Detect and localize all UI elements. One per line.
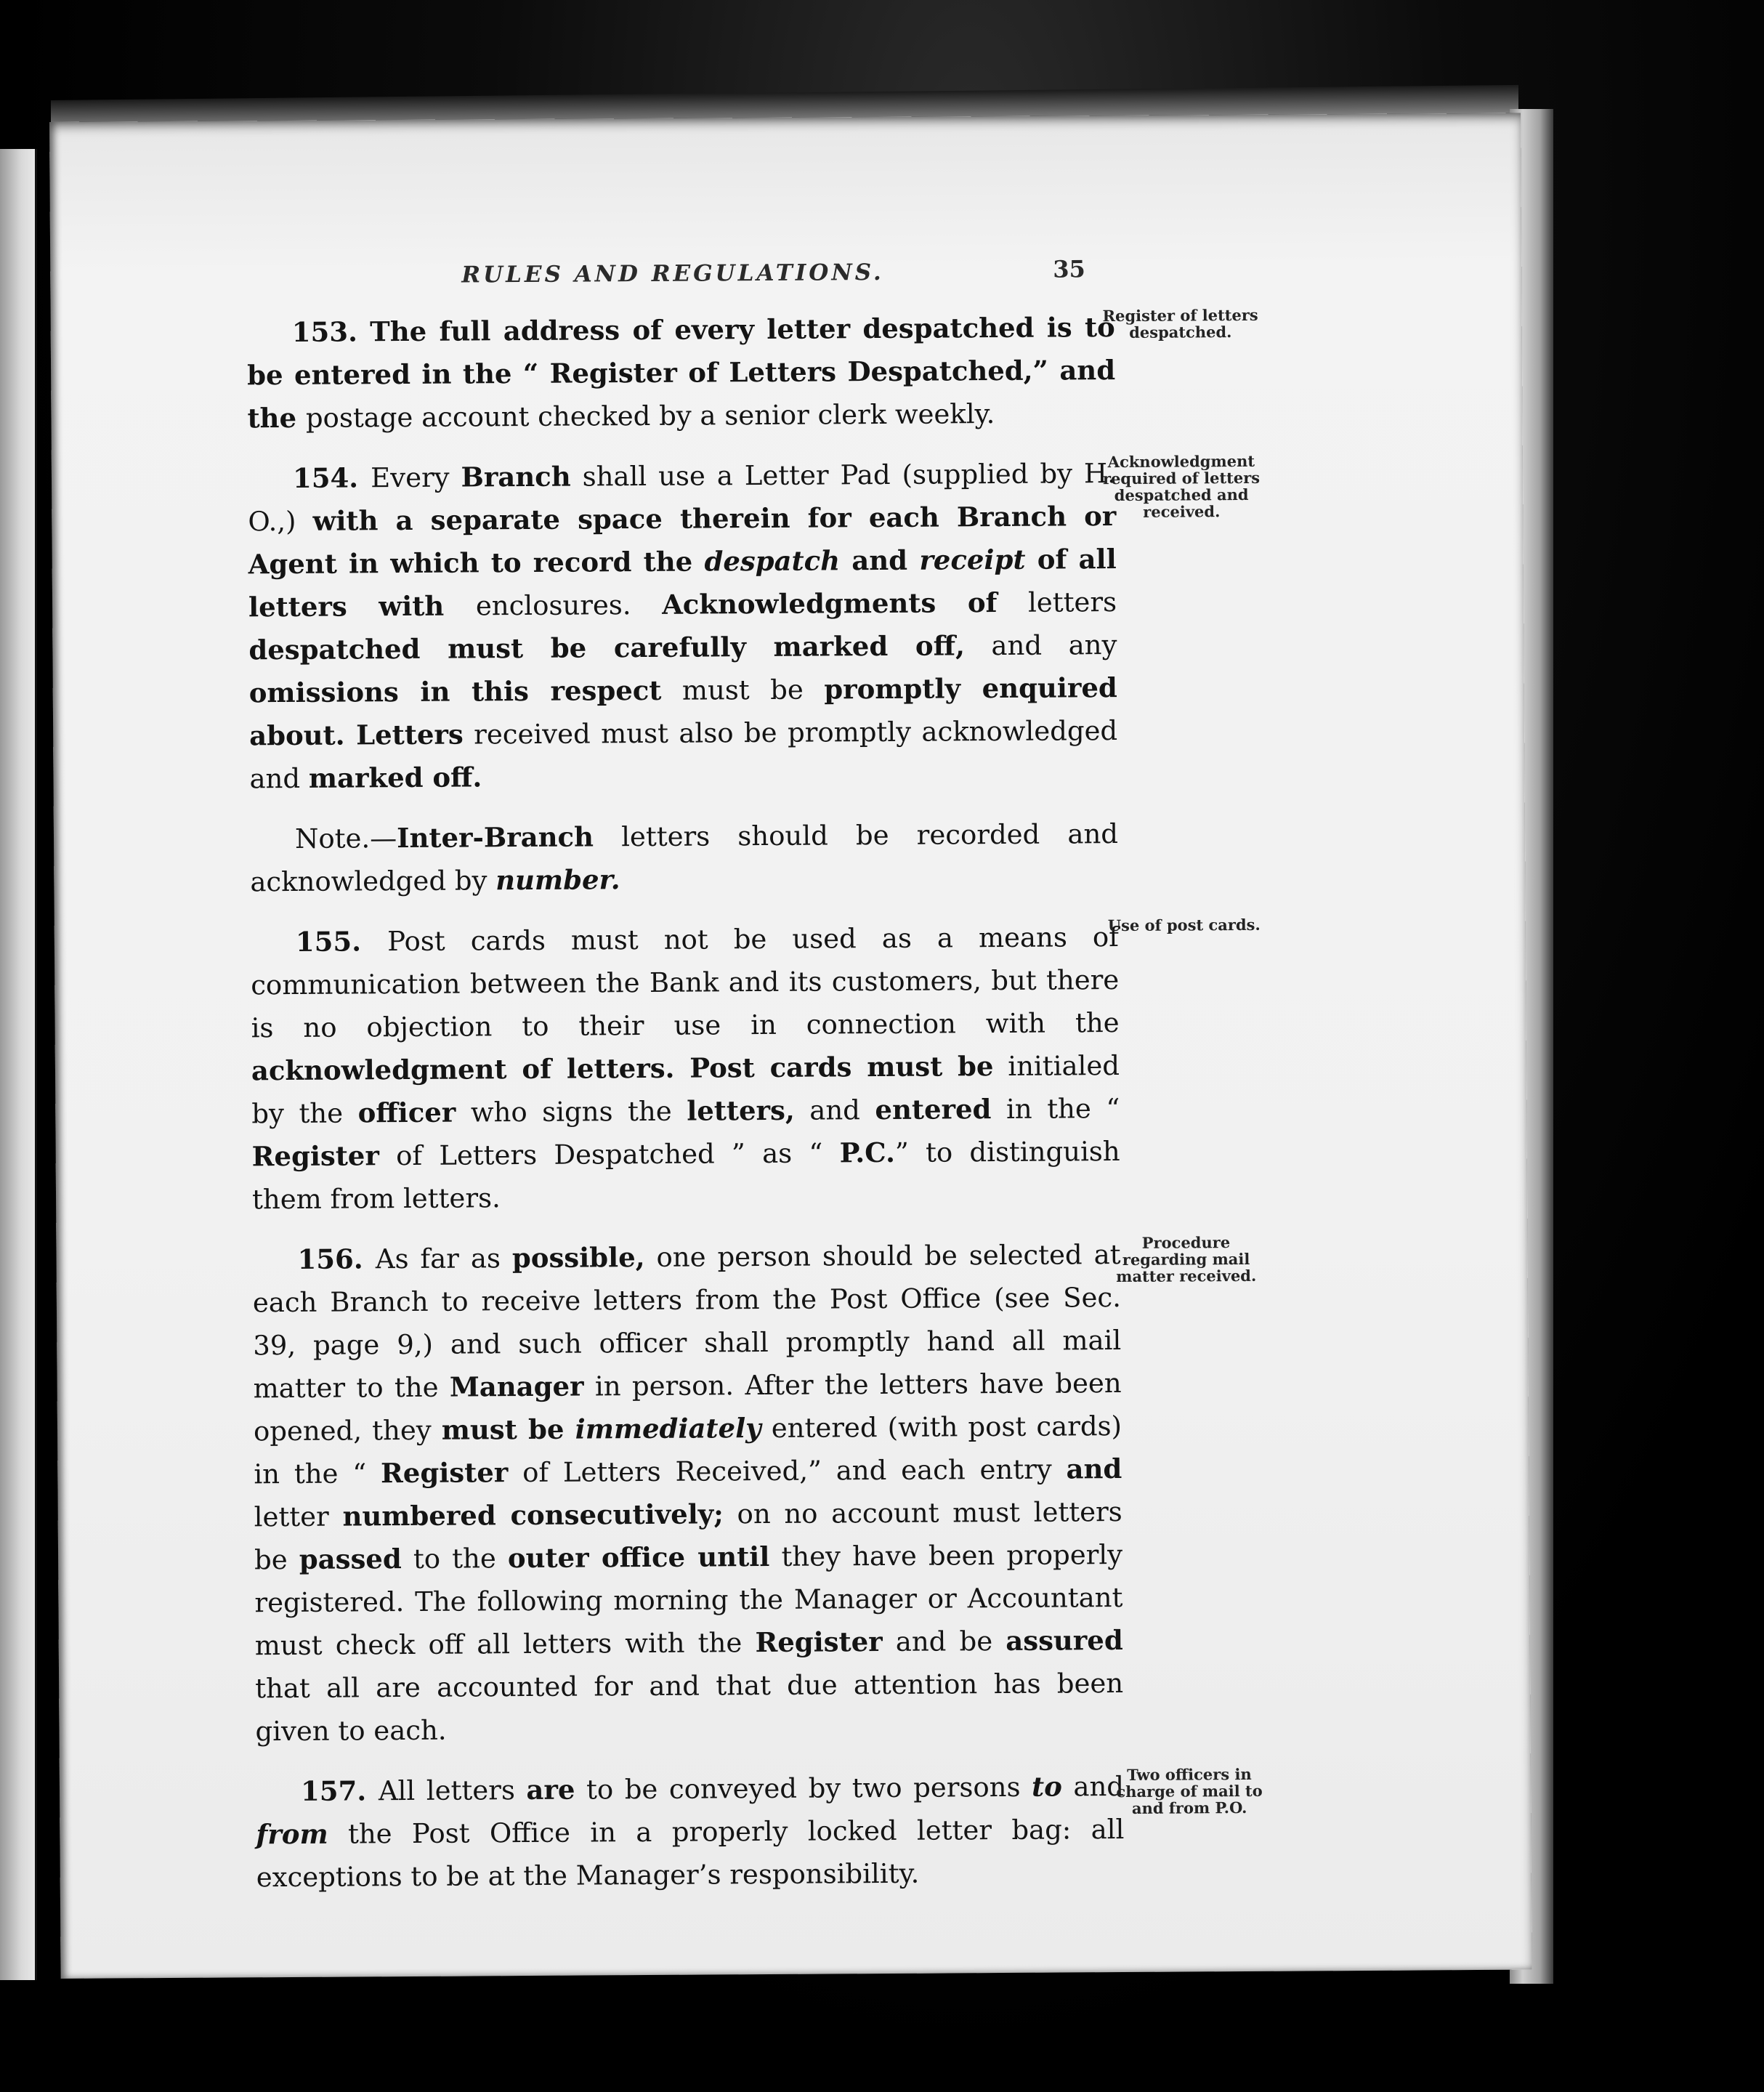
facing-page-edge <box>0 149 37 1980</box>
text-run: possible, <box>511 1241 645 1275</box>
text-run: Branch <box>461 460 571 493</box>
text-run: assured <box>1006 1624 1123 1657</box>
text-run: number. <box>495 863 620 897</box>
section-number: 154. <box>292 461 371 494</box>
text-run: are <box>526 1773 575 1806</box>
text-run: entered <box>875 1093 992 1126</box>
text-run: of all letters with <box>248 543 1117 623</box>
text-run: As far as <box>375 1243 513 1275</box>
margin-note: Two officers in charge of mail to and from P.O. <box>1116 1764 1263 1817</box>
text-run: on no account must letters be <box>254 1496 1122 1576</box>
margin-note: Register of letters despatched. <box>1102 305 1258 342</box>
text-run: letters, <box>687 1094 795 1127</box>
text-run: promptly enquired about. Letters <box>249 671 1117 752</box>
text-run: of Letters Despatched ” as “ <box>379 1137 840 1172</box>
text-run: must be <box>661 674 825 706</box>
text-run: The full address of every letter despatched is to be entered in the “ Register of Letters Despatched,” and the <box>246 311 1116 435</box>
text-run: letters should be recorded and acknowledged by <box>250 818 1119 898</box>
section-number: 153. <box>291 315 371 348</box>
text-run: Register <box>251 1139 380 1173</box>
text-run: Acknowledgments of <box>661 586 998 621</box>
paragraph-157 <box>256 1765 1125 1899</box>
text-run: who signs the <box>456 1095 687 1128</box>
text-run: from <box>256 1817 328 1851</box>
paragraph-155 <box>251 916 1121 1221</box>
text-run: marked off. <box>308 761 482 794</box>
text-run: to be conveyed by two persons <box>575 1771 1032 1806</box>
text-run: ” to distinguish them from letters. <box>251 1136 1120 1216</box>
margin-note: Procedure regarding mail matter received. <box>1116 1233 1257 1286</box>
paragraph-156 <box>252 1233 1123 1753</box>
text-run: Post cards must not be used as a means of communication between the Bank and its customers, but there is no objection to their use in connection with the <box>251 921 1120 1044</box>
text-run: Manager <box>449 1370 584 1403</box>
text-run: one person should be selected at each Branch to receive letters from the Post Office (see Sec. 39, page 9,) and such officer shall promptly hand all mail matter to the <box>252 1239 1122 1405</box>
text-run: Note.— <box>294 823 397 855</box>
text-run: and <box>1066 1453 1122 1485</box>
text-run: enclosures. <box>475 589 663 622</box>
text-run: immediately <box>575 1412 761 1445</box>
text-run: Register <box>380 1456 509 1490</box>
text-run: that all are accounted for and that due attention has been given to each. <box>255 1668 1124 1748</box>
text-run: passed <box>299 1543 402 1575</box>
text-run: acknowledgment of letters. Post cards must be <box>251 1050 994 1087</box>
margin-note: Use of post cards. <box>1107 915 1261 935</box>
text-run: the Post Office in a properly locked letter bag: all exceptions to be at the Manager’s responsibility. <box>256 1814 1125 1894</box>
text-run: and <box>1061 1771 1125 1803</box>
text-run: to the <box>401 1543 509 1575</box>
text-run: and be <box>882 1625 1006 1658</box>
running-head: RULES AND REGULATIONS. <box>461 259 884 288</box>
paragraph-note <box>250 812 1119 903</box>
text-run: and any <box>964 629 1117 662</box>
section-number: 157. <box>300 1774 379 1807</box>
text-run: with a separate space therein for each Branch or Agent in which to record the <box>248 500 1117 581</box>
book-page <box>49 113 1532 1979</box>
text-run: entered (with post cards) in the “ <box>254 1410 1122 1490</box>
section-number: 156. <box>297 1243 376 1275</box>
text-run: postage account checked by a senior clerk weekly. <box>305 398 995 434</box>
text-run: receipt <box>919 543 1026 576</box>
text-run: despatch <box>704 544 841 578</box>
margin-note: Acknowledgment required of letters despatched and received. <box>1102 451 1261 521</box>
text-run: they have been properly registered. The following morning the Manager or Accountant must check off all letters with the <box>254 1539 1123 1662</box>
paragraph-154 <box>248 452 1118 800</box>
text-run: officer <box>357 1096 456 1129</box>
text-run: outer office until <box>507 1540 770 1575</box>
body-text <box>247 306 1125 1899</box>
text-run: Inter-Branch <box>397 820 594 855</box>
text-run: All letters <box>378 1774 527 1807</box>
text-run: Every <box>371 461 461 494</box>
text-run: Register <box>755 1625 883 1659</box>
page-number: 35 <box>1053 255 1085 283</box>
text-run: shall use a Letter Pad (supplied by H. O.,) <box>248 458 1117 538</box>
text-run: initialed by the <box>251 1050 1120 1130</box>
paragraph-153 <box>247 306 1116 440</box>
text-run: numbered consecutively; <box>342 1498 724 1532</box>
text-run: letters <box>997 586 1117 619</box>
text-run: must be <box>441 1413 575 1446</box>
text-run: and <box>794 1094 875 1126</box>
text-run: in the “ <box>991 1093 1120 1126</box>
text-run: P.C. <box>839 1136 896 1169</box>
text-run: in person. After the letters have been opened, they <box>253 1368 1122 1447</box>
text-run: despatched must be carefully marked off, <box>248 629 966 666</box>
text-run: and <box>839 544 920 577</box>
text-run: letter <box>254 1501 343 1533</box>
text-run: to <box>1031 1770 1063 1803</box>
text-run: omissions in this respect <box>248 674 662 709</box>
section-number: 155. <box>295 925 388 958</box>
text-run: of Letters Received,” and each entry <box>508 1453 1067 1489</box>
text-run: received must also be promptly acknowledged and <box>249 715 1118 795</box>
